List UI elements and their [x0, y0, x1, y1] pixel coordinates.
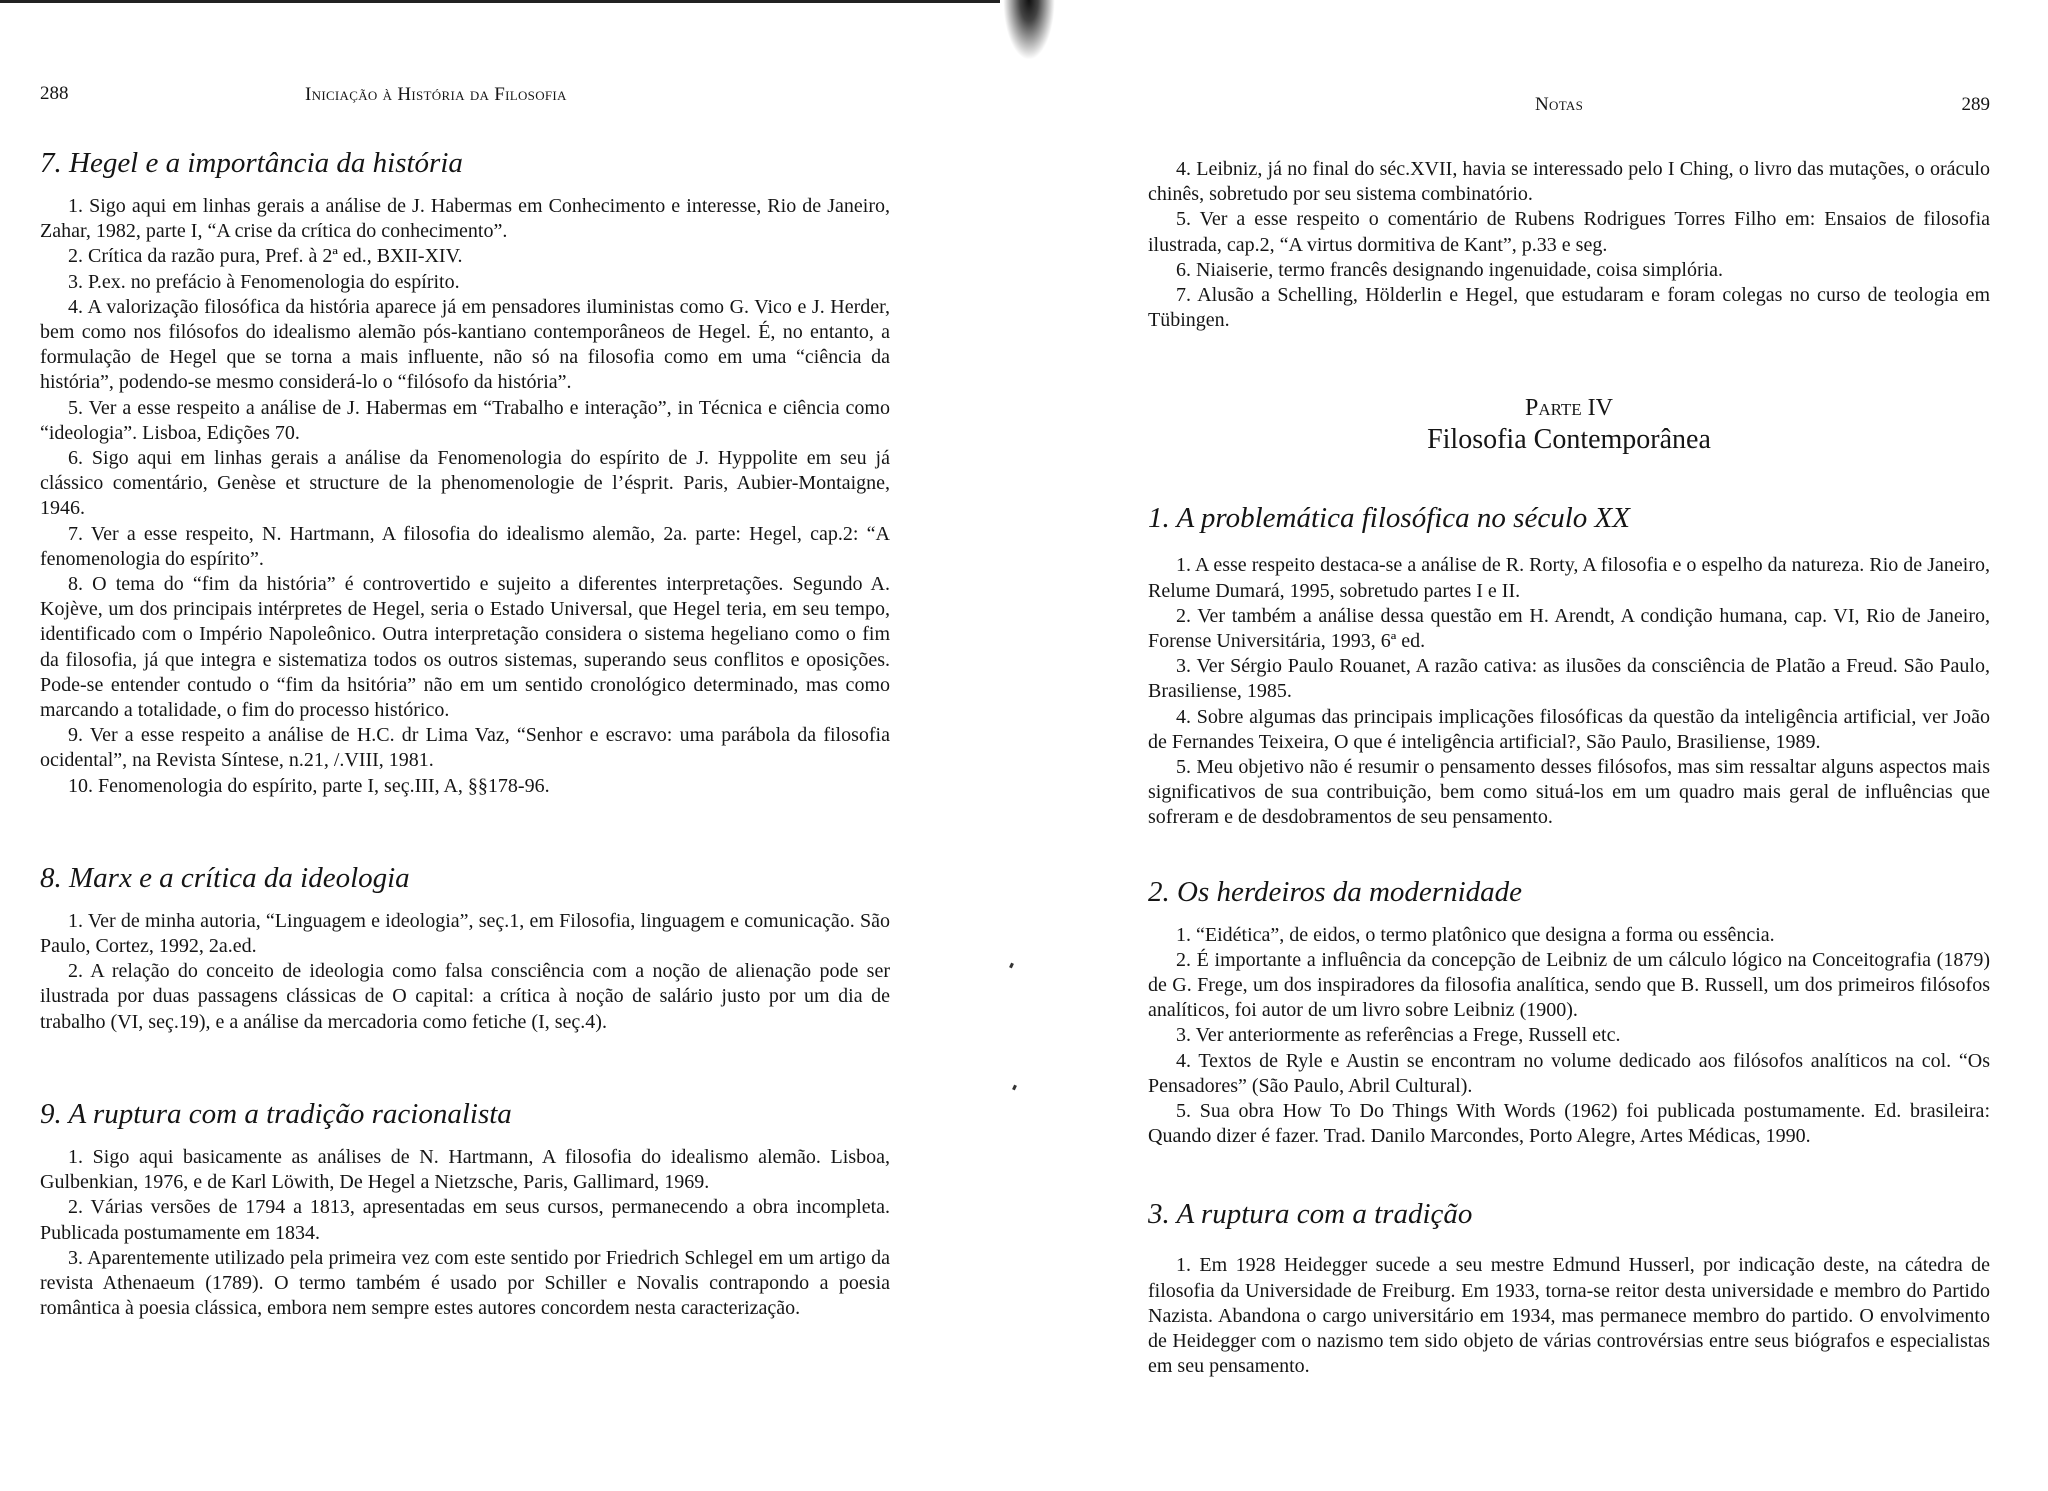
- footnote: 2. É importante a influência da concepção de Leibniz de um cálculo lógico na Conceitografia (1879) de G. Frege, um dos inspiradores da filosofia analítica, sendo que B. Russell, um dos primeiros filósofos analíticos, foi autor de um livro sobre Leibniz (1900).: [1148, 948, 1990, 1022]
- footnote: 4. Sobre algumas das principais implicações filosóficas da questão da inteligência artificial, ver João de Fernandes Teixeira, O que é inteligência artificial?, São Paulo, Brasiliense, 1989.: [1148, 705, 1990, 753]
- section-title: 7. Hegel e a importância da história: [40, 147, 463, 179]
- footnote: 4. A valorização filosófica da história aparece já em pensadores iluministas como G. Vico e J. Herder, bem como nos filósofos do idealismo alemão pós-kantiano contemporâneos de Hegel. É, no entanto, a formulação de Hegel que se torna a mais influente, não só na filosofia como em uma “ciência da história”, podendo-se mesmo considerá-lo o “filósofo da história”.: [40, 295, 890, 394]
- footnote: 3. Ver Sérgio Paulo Rouanet, A razão cativa: as ilusões da consciência de Platão a Freud. São Paulo, Brasiliense, 1985.: [1148, 655, 1990, 703]
- running-head: Notas: [1535, 94, 1584, 115]
- footnote: 5. Ver a esse respeito a análise de J. Habermas em “Trabalho e interação”, in Técnica e ciência como “ideologia”. Lisboa, Edições 70.: [40, 396, 890, 444]
- section-title: 3. A ruptura com a tradição: [1148, 1198, 1473, 1231]
- footnote: 1. A esse respeito destaca-se a análise de R. Rorty, A filosofia e o espelho da natureza. Rio de Janeiro, Relume Dumará, 1995, sobretudo partes I e II.: [1148, 554, 1990, 602]
- footnote: 2. Várias versões de 1794 a 1813, apresentadas em seus cursos, permanecendo a obra incompleta. Publicada postumamente em 1834.: [40, 1196, 890, 1244]
- section-title: 8. Marx e a crítica da ideologia: [40, 861, 410, 894]
- section-title: 1. A problemática filosófica no século XX: [1148, 502, 1630, 535]
- footnote: 7. Alusão a Schelling, Hölderlin e Hegel, que estudaram e foram colegas no curso de teologia em Tübingen.: [1148, 284, 1990, 332]
- footnote: 1. Em 1928 Heidegger sucede a seu mestre Edmund Husserl, por indicação deste, na cátedra de filosofia da Universidade de Freiburg. Em 1933, torna-se reitor desta universidade e membro do Partido Nazista. Abandona o cargo universitário em 1934, mas permanece membro do partido. O envolvimento de Heidegger com o nazismo tem sido objeto de várias controvérsias entre seus biógrafos e especialistas em seu pensamento.: [1148, 1254, 1990, 1378]
- right-page-body: [1148, 157, 1990, 1380]
- right-page: [1148, 0, 1990, 1491]
- left-page: [40, 0, 890, 1491]
- section-title: 9. A ruptura com a tradição racionalista: [40, 1097, 512, 1130]
- footnote: 4. Leibniz, já no final do séc.XVII, havia se interessado pelo I Ching, o livro das mutações, o oráculo chinês, sobretudo por seu sistema combinatório.: [1148, 158, 1990, 206]
- footnote: 3. Aparentemente utilizado pela primeira vez com este sentido por Friedrich Schlegel em um artigo da revista Athenaeum (1789). O termo também é usado por Schiller e Novalis contrapondo a poesia romântica à poesia clássica, embora nem sempre estes autores concordem nesta caracterização.: [40, 1246, 890, 1320]
- footnote: 3. Ver anteriormente as referências a Frege, Russell etc.: [1176, 1024, 1621, 1047]
- footnote: 1. Ver de minha autoria, “Linguagem e ideologia”, seç.1, em Filosofia, linguagem e comunicação. São Paulo, Cortez, 1992, 2a.ed.: [40, 909, 890, 958]
- footnote: 5. Meu objetivo não é resumir o pensamento desses filósofos, mas sim ressaltar alguns aspectos mais significativos de sua contribuição, bem como situá-los em um quadro mais geral de influências que sofreram e de desdobramentos de seu pensamento.: [1148, 756, 1990, 829]
- footnote: 6. Sigo aqui em linhas gerais a análise da Fenomenologia do espírito de J. Hyppolite em seu já clássico comentário, Genèse et structure de la phenomenologie de l’ésprit. Paris, Aubier-Montaigne, 1946.: [40, 447, 890, 520]
- footnote: 5. Ver a esse respeito o comentário de Rubens Rodrigues Torres Filho em: Ensaios de filosofia ilustrada, cap.2, “A virtus dormitiva de Kant”, p.33 e seg.: [1148, 208, 1990, 256]
- footnote: 8. O tema do “fim da história” é controvertido e sujeito a diferentes interpretações. Segundo A. Kojève, um dos principais intérpretes de Hegel, seria o Estado Universal, que Hegel teria, em seu tempo, identificado com o Império Napoleônico. Outra interpretação considera o sistema hegeliano como o fim da filosofia, já que integra e sistematiza todos os outros sistemas, superando seus conflitos e oposições. Pode-se entender contudo o “fim da hsitória” não em um sentido cronológico determinado, mas como marcando a totalidade, o fim do processo histórico.: [40, 573, 890, 722]
- footnote: 4. Textos de Ryle e Austin se encontram no volume dedicado aos filósofos analíticos na col. “Os Pensadores” (São Paulo, Abril Cultural).: [1148, 1049, 1990, 1097]
- footnote: 1. Sigo aqui em linhas gerais a análise de J. Habermas em Conhecimento e interesse, Rio de Janeiro, Zahar, 1982, parte I, “A crise da crítica do conhecimento”.: [40, 195, 890, 243]
- footnote: 7. Ver a esse respeito, N. Hartmann, A filosofia do idealismo alemão, 2a. parte: Hegel, cap.2: “A fenomenologia do espírito”.: [40, 522, 890, 570]
- scan-speck: [1012, 1085, 1017, 1091]
- footnote: 5. Sua obra How To Do Things With Words (1962) foi publicada postumamente. Ed. brasileira: Quando dizer é fazer. Trad. Danilo Marcondes, Porto Alegre, Artes Médicas, 1990.: [1148, 1100, 1990, 1148]
- section-title: 2. Os herdeiros da modernidade: [1148, 875, 1523, 908]
- part-label: Parte IV: [1524, 395, 1614, 422]
- footnote: 3. P.ex. no prefácio à Fenomenologia do espírito.: [68, 270, 460, 293]
- scan-speck: [1009, 963, 1014, 969]
- footnote: 1. “Eidética”, de eidos, o termo platônico que designa a forma ou essência.: [1176, 923, 1775, 946]
- page-number: 289: [1961, 94, 1990, 115]
- footnote: 2. Crítica da razão pura, Pref. à 2ª ed., BXII-XIV.: [68, 245, 463, 268]
- footnote: 2. Ver também a análise dessa questão em H. Arendt, A condição humana, cap. VI, Rio de Janeiro, Forense Universitária, 1993, 6ª ed.: [1148, 604, 1990, 653]
- footnote: 1. Sigo aqui basicamente as análises de N. Hartmann, A filosofia do idealismo alemão. Lisboa, Gulbenkian, 1976, e de Karl Löwith, De Hegel a Nietzsche, Paris, Gallimard, 1969.: [40, 1145, 890, 1194]
- part-title: Filosofia Contemporânea: [1427, 424, 1711, 456]
- footnote: 9. Ver a esse respeito a análise de H.C. dr Lima Vaz, “Senhor e escravo: uma parábola da filosofia ocidental”, na Revista Síntese, n.21, /.VIII, 1981.: [40, 724, 890, 772]
- footnote: 10. Fenomenologia do espírito, parte I, seç.III, A, §§178-96.: [68, 774, 550, 797]
- book-gutter-shadow: [1003, 0, 1055, 60]
- footnote: 2. A relação do conceito de ideologia como falsa consciência com a noção de alienação pode ser ilustrada por duas passagens clássicas de O capital: a crítica à noção de salário justo por um dia de trabalho (VI, seç.19), e a análise da mercadoria como fetiche (I, seç.4).: [40, 960, 890, 1033]
- footnote: 6. Niaiserie, termo francês designando ingenuidade, coisa simplória.: [1176, 258, 1724, 281]
- left-page-body: [40, 146, 890, 1321]
- running-head: Iniciação à História da Filosofia: [305, 84, 567, 105]
- page-number: 288: [40, 83, 69, 104]
